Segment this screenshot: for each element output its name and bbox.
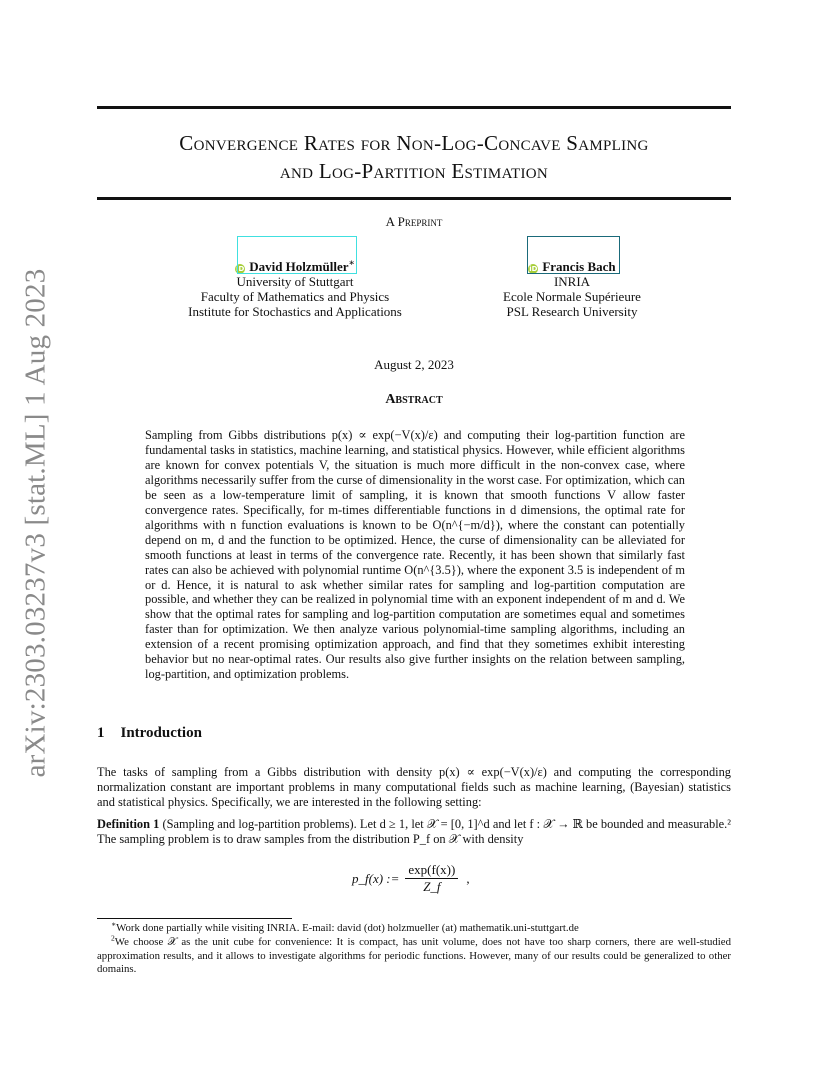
footnote-separator — [97, 918, 292, 919]
publication-date: August 2, 2023 — [374, 357, 454, 372]
footnote-1 — [97, 919, 731, 936]
author-2-affiliation-1: INRIA — [553, 274, 591, 289]
author-1-affiliation-2: Faculty of Mathematics and Physics — [200, 289, 390, 304]
footnote-1-mark: ∗ — [111, 919, 117, 929]
footnote-2-text: We choose 𝒳 as the unit cube for convenience: It is compact, has unit volume, does not have too sharp corners, there are well-studied approximation results, and it allows to investigate algorithms for periodic functions. However, many of our results could be generalized to other domains. — [97, 936, 731, 976]
author-footnote-mark-1: ∗ — [348, 257, 355, 268]
orcid-icon[interactable]: iD — [529, 265, 538, 273]
author-1-affiliation-1: University of Stuttgart — [236, 274, 354, 289]
paper-title-line-1: Convergence Rates for Non-Log-Concave Sampling — [179, 131, 649, 155]
orcid-icon[interactable]: iD — [236, 265, 245, 273]
title-top-rule — [97, 106, 731, 109]
definition-name: (Sampling and log-partition problems). — [162, 817, 357, 831]
title-bottom-rule — [97, 197, 731, 200]
author-2-affiliation-2: Ecole Normale Supérieure — [503, 289, 641, 304]
definition-label: Definition 1 — [97, 817, 160, 831]
equation-numerator: exp(f(x)) — [405, 862, 458, 879]
author-1-affiliation-3: Institute for Stochastics and Applications — [188, 304, 402, 319]
abstract-heading: Abstract — [385, 392, 443, 407]
definition-block — [97, 817, 731, 847]
equation-fraction — [405, 862, 458, 895]
equation-trailing-comma: , — [466, 870, 470, 886]
author-2-link-box[interactable] — [527, 236, 620, 274]
footnote-1-text: Work done partially while visiting INRIA. E-mail: david (dot) holzmueller (at) mathematik.uni-stuttgart.de — [116, 922, 579, 934]
equation-denominator: Z_f — [423, 879, 441, 894]
abstract-text: Sampling from Gibbs distributions p(x) ∝ exp(−V(x)/ε) and computing their log-partition function are fundamental tasks in statistics, machine learning, and statistical physics. However, while efficient algorithms are known for convex potentials V, the situation is much more difficult in the non-convex case, where algorithms necessarily suffer from the curse of dimensionality in the worst case. For optimization, which can be seen as a low-temperature limit of sampling, it is known that smooth functions V allow faster convergence rates. Specifically, for m-times differentiable functions in d dimensions, the optimal rate for algorithms with n function evaluations is known to be O(n^{−m/d}), where the constant can potentially depend on m, d and the function to be optimized. Hence, the curse of dimensionality can be alleviated for smooth functions at least in terms of the convergence rate. Recently, it has been shown that similarly fast rates can also be achieved with polynomial runtime O(n^{3.5}), where the exponent 3.5 is independent of m or d. Hence, it is natural to ask whether similar rates for sampling and log-partition computation are possible, and whether they can be realized in polynomial time with an exponent independent of m and d. We show that the optimal rates for sampling and log-partition computation are sometimes equal and sometimes faster than for optimization. We then analyze various polynomial-time sampling algorithms, including an extension of a recent promising optimization approach, and find that they sometimes exhibit interesting behavior but no near-optimal rates. Our results also give further insights on the relation between sampling, log-partition, and optimization problems. — [145, 428, 685, 682]
density-equation — [352, 862, 470, 895]
author-1-link-box[interactable] — [237, 236, 357, 274]
footnote-2-mark: 2 — [111, 933, 115, 943]
paper-title-line-2: and Log-Partition Estimation — [279, 159, 549, 183]
section-title: Introduction — [120, 725, 202, 741]
equation-lhs: p_f(x) := — [352, 870, 400, 886]
definition-text: Let d ≥ 1, let 𝒳 = [0, 1]^d and let f : 𝒳 → ℝ be bounded and measurable.² The sampling problem is to draw samples from the distribution P_f on 𝒳 with density — [97, 817, 731, 846]
author-2-affiliation-3: PSL Research University — [506, 304, 638, 319]
section-number: 1 — [97, 725, 105, 741]
author-name-2[interactable]: Francis Bach — [542, 259, 616, 274]
intro-paragraph: The tasks of sampling from a Gibbs distribution with density p(x) ∝ exp(−V(x)/ε) and computing the corresponding normalization constant are important problems in many computational fields such as machine learning, (Bayesian) statistics and statistical physics. Specifically, we are interested in the following setting: — [97, 765, 731, 809]
section-heading — [97, 725, 202, 742]
footnote-2 — [97, 933, 731, 977]
preprint-label: A Preprint — [385, 214, 443, 229]
arxiv-identifier-stamp: arXiv:2303.03237v3 [stat.ML] 1 Aug 2023 — [19, 268, 52, 778]
author-name-1[interactable]: David Holzmüller — [249, 259, 349, 274]
